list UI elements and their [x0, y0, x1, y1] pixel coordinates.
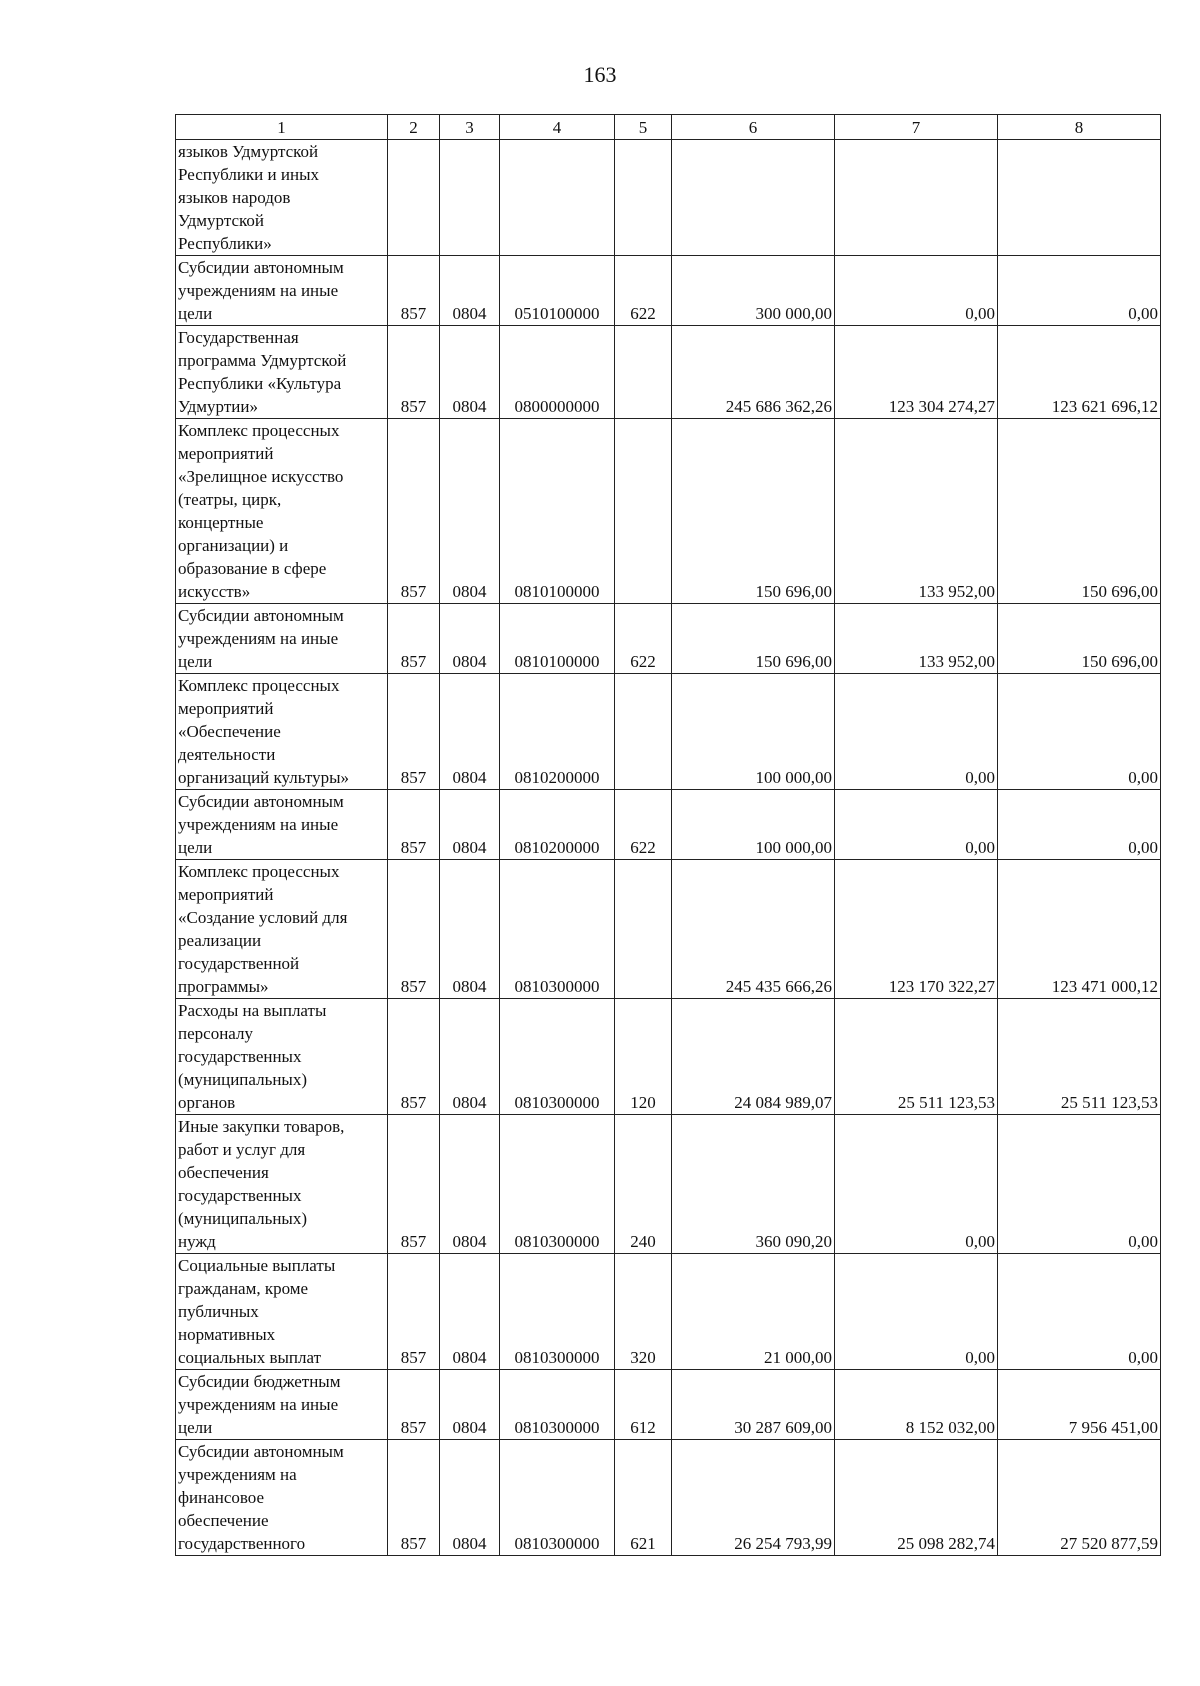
item-name-line: Субсидии автономным: [178, 606, 344, 625]
item-name-line: нормативных: [178, 1325, 276, 1344]
table-row: [176, 256, 1161, 326]
item-name-line: программа Удмуртской: [178, 351, 347, 370]
table-row: [176, 604, 1161, 674]
amount-col6-cell: [672, 140, 835, 256]
item-name-line: языков народов: [178, 188, 291, 207]
chapter-code-cell: 857: [388, 1254, 440, 1370]
amount-col6-cell: 300 000,00: [672, 256, 835, 326]
item-name-line: цели: [178, 652, 213, 671]
item-name-line: государственных: [178, 1186, 302, 1205]
amount-col7-cell: 133 952,00: [835, 604, 998, 674]
amount-col8-cell: 25 511 123,53: [998, 999, 1161, 1115]
budget-table: [175, 114, 1161, 1556]
amount-col6-cell: 245 435 666,26: [672, 860, 835, 999]
item-name-line: государственных: [178, 1047, 302, 1066]
table-row: [176, 860, 1161, 999]
target-article-cell: 0810300000: [500, 1370, 615, 1440]
amount-col6-cell: 150 696,00: [672, 419, 835, 604]
item-name-line: Субсидии бюджетным: [178, 1372, 341, 1391]
item-name-cell: [176, 1440, 388, 1556]
item-name-line: учреждениям на иные: [178, 629, 339, 648]
item-name-line: работ и услуг для: [178, 1140, 306, 1159]
chapter-code-cell: 857: [388, 790, 440, 860]
item-name-line: «Зрелищное искусство: [178, 467, 344, 486]
item-name-line: нужд: [178, 1232, 216, 1251]
item-name-cell: [176, 140, 388, 256]
amount-col8-cell: 27 520 877,59: [998, 1440, 1161, 1556]
amount-col7-cell: 25 098 282,74: [835, 1440, 998, 1556]
item-name-line: искусств»: [178, 582, 251, 601]
table-row: [176, 1254, 1161, 1370]
amount-col7-cell: 0,00: [835, 1115, 998, 1254]
item-name-line: «Обеспечение: [178, 722, 281, 741]
section-code-cell: 0804: [440, 1115, 500, 1254]
chapter-code-cell: 857: [388, 1440, 440, 1556]
item-name-line: организации) и: [178, 536, 289, 555]
chapter-code-cell: 857: [388, 1115, 440, 1254]
expense-type-cell: [615, 860, 672, 999]
section-code-cell: 0804: [440, 860, 500, 999]
item-name-line: (театры, цирк,: [178, 490, 282, 509]
amount-col6-cell: 21 000,00: [672, 1254, 835, 1370]
column-header: 5: [615, 115, 672, 140]
amount-col7-cell: 123 170 322,27: [835, 860, 998, 999]
target-article-cell: 0810300000: [500, 1115, 615, 1254]
table-row: [176, 140, 1161, 256]
section-code-cell: 0804: [440, 604, 500, 674]
target-article-cell: [500, 140, 615, 256]
expense-type-cell: 240: [615, 1115, 672, 1254]
item-name-line: Республики «Культура: [178, 374, 342, 393]
expense-type-cell: 622: [615, 604, 672, 674]
amount-col8-cell: 150 696,00: [998, 604, 1161, 674]
amount-col6-cell: 245 686 362,26: [672, 326, 835, 419]
chapter-code-cell: 857: [388, 419, 440, 604]
section-code-cell: 0804: [440, 326, 500, 419]
item-name-line: Удмуртской: [178, 211, 265, 230]
amount-col6-cell: 30 287 609,00: [672, 1370, 835, 1440]
column-header: 2: [388, 115, 440, 140]
amount-col8-cell: 150 696,00: [998, 419, 1161, 604]
section-code-cell: 0804: [440, 1440, 500, 1556]
item-name-cell: [176, 1370, 388, 1440]
target-article-cell: 0810100000: [500, 419, 615, 604]
chapter-code-cell: 857: [388, 1370, 440, 1440]
item-name-cell: [176, 860, 388, 999]
expense-type-cell: 622: [615, 790, 672, 860]
amount-col6-cell: 26 254 793,99: [672, 1440, 835, 1556]
amount-col8-cell: 0,00: [998, 790, 1161, 860]
item-name-line: Комплекс процессных: [178, 676, 340, 695]
item-name-cell: [176, 419, 388, 604]
item-name-line: Комплекс процессных: [178, 421, 340, 440]
expense-type-cell: 612: [615, 1370, 672, 1440]
item-name-cell: [176, 604, 388, 674]
chapter-code-cell: [388, 140, 440, 256]
amount-col6-cell: 100 000,00: [672, 674, 835, 790]
column-header: 4: [500, 115, 615, 140]
column-header: 8: [998, 115, 1161, 140]
section-code-cell: 0804: [440, 790, 500, 860]
section-code-cell: [440, 140, 500, 256]
item-name-line: социальных выплат: [178, 1348, 322, 1367]
amount-col8-cell: 0,00: [998, 256, 1161, 326]
item-name-line: Государственная: [178, 328, 299, 347]
target-article-cell: 0810300000: [500, 999, 615, 1115]
item-name-line: цели: [178, 1418, 213, 1437]
item-name-line: (муниципальных): [178, 1209, 308, 1228]
item-name-line: Субсидии автономным: [178, 1442, 344, 1461]
target-article-cell: 0510100000: [500, 256, 615, 326]
chapter-code-cell: 857: [388, 326, 440, 419]
item-name-line: Расходы на выплаты: [178, 1001, 327, 1020]
column-header: 3: [440, 115, 500, 140]
item-name-line: организаций культуры»: [178, 768, 350, 787]
amount-col8-cell: 123 471 000,12: [998, 860, 1161, 999]
amount-col6-cell: 150 696,00: [672, 604, 835, 674]
table-row: [176, 674, 1161, 790]
table-row: [176, 790, 1161, 860]
item-name-line: мероприятий: [178, 699, 274, 718]
item-name-cell: [176, 256, 388, 326]
section-code-cell: 0804: [440, 999, 500, 1115]
item-name-line: органов: [178, 1093, 236, 1112]
amount-col7-cell: 25 511 123,53: [835, 999, 998, 1115]
amount-col7-cell: 8 152 032,00: [835, 1370, 998, 1440]
table-row: [176, 1115, 1161, 1254]
item-name-cell: [176, 790, 388, 860]
item-name-line: учреждениям на иные: [178, 281, 339, 300]
target-article-cell: 0810300000: [500, 1440, 615, 1556]
amount-col8-cell: [998, 140, 1161, 256]
amount-col6-cell: 24 084 989,07: [672, 999, 835, 1115]
amount-col7-cell: 0,00: [835, 1254, 998, 1370]
expense-type-cell: 320: [615, 1254, 672, 1370]
table-row: [176, 419, 1161, 604]
item-name-line: Комплекс процессных: [178, 862, 340, 881]
target-article-cell: 0810100000: [500, 604, 615, 674]
table-row: [176, 999, 1161, 1115]
item-name-cell: [176, 1115, 388, 1254]
item-name-line: финансовое: [178, 1488, 265, 1507]
item-name-line: Субсидии автономным: [178, 258, 344, 277]
expense-type-cell: 120: [615, 999, 672, 1115]
chapter-code-cell: 857: [388, 674, 440, 790]
table-row: [176, 326, 1161, 419]
item-name-line: реализации: [178, 931, 262, 950]
item-name-line: государственной: [178, 954, 300, 973]
item-name-line: мероприятий: [178, 885, 274, 904]
item-name-line: Удмуртии»: [178, 397, 258, 416]
column-header: 7: [835, 115, 998, 140]
item-name-line: обеспечение: [178, 1511, 269, 1530]
section-code-cell: 0804: [440, 1370, 500, 1440]
amount-col7-cell: 133 952,00: [835, 419, 998, 604]
target-article-cell: 0810300000: [500, 860, 615, 999]
amount-col8-cell: 7 956 451,00: [998, 1370, 1161, 1440]
item-name-line: цели: [178, 304, 213, 323]
item-name-line: публичных: [178, 1302, 259, 1321]
section-code-cell: 0804: [440, 1254, 500, 1370]
item-name-line: Субсидии автономным: [178, 792, 344, 811]
item-name-line: персоналу: [178, 1024, 253, 1043]
amount-col7-cell: 0,00: [835, 674, 998, 790]
item-name-cell: [176, 326, 388, 419]
table-row: [176, 1440, 1161, 1556]
item-name-line: языков Удмуртской: [178, 142, 319, 161]
chapter-code-cell: 857: [388, 256, 440, 326]
expense-type-cell: [615, 674, 672, 790]
target-article-cell: 0810300000: [500, 1254, 615, 1370]
target-article-cell: 0810200000: [500, 674, 615, 790]
amount-col6-cell: 100 000,00: [672, 790, 835, 860]
amount-col8-cell: 123 621 696,12: [998, 326, 1161, 419]
item-name-cell: [176, 1254, 388, 1370]
section-code-cell: 0804: [440, 674, 500, 790]
section-code-cell: 0804: [440, 419, 500, 604]
item-name-line: Социальные выплаты: [178, 1256, 336, 1275]
expense-type-cell: [615, 326, 672, 419]
page-number: 163: [583, 62, 617, 87]
item-name-line: мероприятий: [178, 444, 274, 463]
column-header: 6: [672, 115, 835, 140]
amount-col7-cell: 0,00: [835, 256, 998, 326]
amount-col6-cell: 360 090,20: [672, 1115, 835, 1254]
amount-col8-cell: 0,00: [998, 1115, 1161, 1254]
item-name-cell: [176, 999, 388, 1115]
column-header: 1: [176, 115, 388, 140]
item-name-line: концертные: [178, 513, 264, 532]
expense-type-cell: [615, 419, 672, 604]
item-name-line: Республики»: [178, 234, 272, 253]
expense-type-cell: [615, 140, 672, 256]
chapter-code-cell: 857: [388, 999, 440, 1115]
amount-col8-cell: 0,00: [998, 674, 1161, 790]
item-name-line: учреждениям на иные: [178, 815, 339, 834]
item-name-line: образование в сфере: [178, 559, 327, 578]
item-name-line: Республики и иных: [178, 165, 319, 184]
expense-type-cell: 622: [615, 256, 672, 326]
item-name-line: цели: [178, 838, 213, 857]
expense-type-cell: 621: [615, 1440, 672, 1556]
table-row: [176, 1370, 1161, 1440]
amount-col7-cell: 0,00: [835, 790, 998, 860]
item-name-line: обеспечения: [178, 1163, 269, 1182]
header-row: [176, 115, 1161, 140]
amount-col8-cell: 0,00: [998, 1254, 1161, 1370]
item-name-line: «Создание условий для: [178, 908, 348, 927]
item-name-line: гражданам, кроме: [178, 1279, 309, 1298]
item-name-line: Иные закупки товаров,: [178, 1117, 345, 1136]
item-name-line: программы»: [178, 977, 269, 996]
amount-col7-cell: 123 304 274,27: [835, 326, 998, 419]
chapter-code-cell: 857: [388, 860, 440, 999]
item-name-line: государственного: [178, 1534, 306, 1553]
target-article-cell: 0800000000: [500, 326, 615, 419]
item-name-line: учреждениям на: [178, 1465, 297, 1484]
item-name-line: учреждениям на иные: [178, 1395, 339, 1414]
chapter-code-cell: 857: [388, 604, 440, 674]
target-article-cell: 0810200000: [500, 790, 615, 860]
item-name-line: деятельности: [178, 745, 276, 764]
item-name-cell: [176, 674, 388, 790]
section-code-cell: 0804: [440, 256, 500, 326]
amount-col7-cell: [835, 140, 998, 256]
table-body: [176, 140, 1161, 1556]
item-name-line: (муниципальных): [178, 1070, 308, 1089]
